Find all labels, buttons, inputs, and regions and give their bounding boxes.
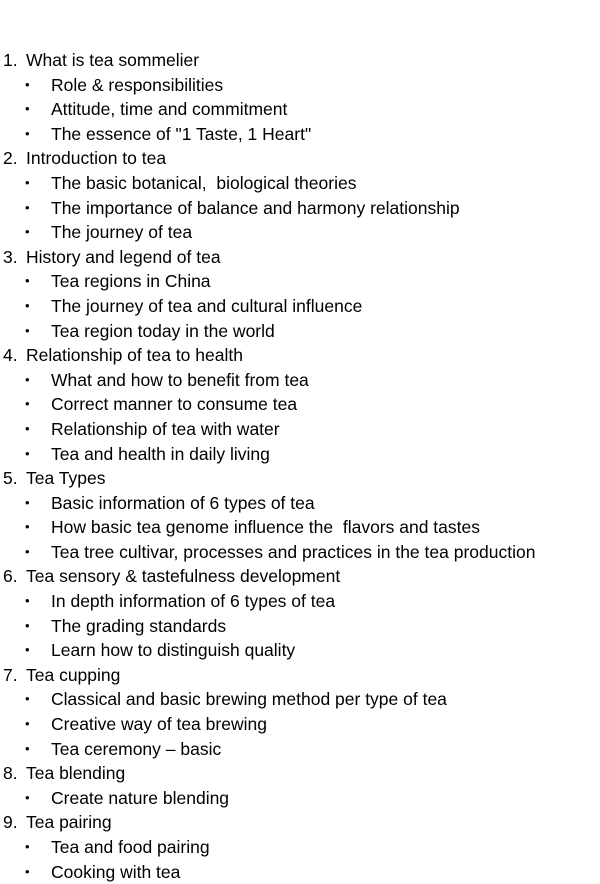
bullet-icon: •	[25, 593, 30, 609]
bullet-icon: •	[25, 617, 30, 633]
bullet-icon: •	[25, 839, 30, 854]
topic-number: 9.	[3, 812, 18, 833]
outline-subtopic	[0, 614, 600, 639]
subtopic-label: Tea and health in daily living	[51, 443, 270, 464]
subtopic-label: Creative way of tea brewing	[51, 714, 267, 735]
subtopic-label: Relationship of tea with water	[51, 418, 280, 439]
subtopic-label: Learn how to distinguish quality	[51, 640, 296, 661]
outline-subtopic	[0, 786, 600, 811]
topic-number: 6.	[3, 566, 18, 587]
topic-title: What is tea sommelier	[26, 50, 200, 70]
subtopic-label: Role & responsibilities	[51, 74, 224, 95]
outline-topic	[0, 564, 600, 589]
outline-subtopic	[0, 368, 600, 393]
bullet-icon: •	[25, 543, 30, 559]
outline-subtopic	[0, 392, 600, 417]
topic-number: 7.	[3, 664, 18, 685]
topic-number: 2.	[3, 148, 18, 169]
outline-subtopic	[0, 220, 600, 245]
outline-topic	[0, 663, 600, 688]
outline-subtopic	[0, 417, 600, 442]
bullet-icon: •	[25, 740, 30, 756]
bullet-icon: •	[25, 789, 30, 805]
subtopic-label: Tea ceremony – basic	[51, 738, 222, 759]
subtopic-label: Basic information of 6 types of tea	[51, 492, 315, 513]
subtopic-label: In depth information of 6 types of tea	[51, 591, 336, 612]
bullet-icon: •	[25, 273, 30, 289]
subtopic-label: Correct manner to consume tea	[51, 394, 298, 415]
topic-number: 8.	[3, 763, 18, 784]
subtopic-label: Attitude, time and commitment	[51, 99, 288, 120]
outline-subtopic	[0, 638, 600, 663]
topic-title: Tea blending	[26, 763, 126, 784]
topic-title: Introduction to tea	[26, 148, 167, 169]
subtopic-label: Tea region today in the world	[51, 320, 275, 341]
subtopic-label: Create nature blending	[51, 787, 230, 808]
outline-topic	[0, 146, 600, 171]
topic-number: 4.	[3, 345, 18, 366]
bullet-icon: •	[25, 691, 30, 707]
bullet-icon: •	[25, 125, 30, 141]
outline-subtopic	[0, 737, 600, 762]
subtopic-label: The journey of tea and cultural influence	[51, 295, 363, 316]
outline-subtopic	[0, 491, 600, 516]
bullet-icon: •	[25, 371, 30, 387]
bullet-icon: •	[25, 76, 30, 92]
bullet-icon: •	[25, 101, 30, 117]
subtopic-label: The importance of balance and harmony relationship	[51, 197, 460, 218]
bullet-icon: •	[25, 519, 30, 535]
outline-subtopic	[0, 687, 600, 712]
outline-subtopic	[0, 712, 600, 737]
subtopic-label: Cooking with tea	[51, 861, 181, 882]
bullet-icon: •	[25, 863, 30, 879]
outline-subtopic	[0, 589, 600, 614]
subtopic-label: Tea tree cultivar, processes and practices in the tea production	[51, 541, 536, 562]
outline-topic	[0, 761, 600, 786]
topic-number: 1.	[3, 50, 18, 70]
subtopic-label: The journey of tea	[51, 222, 193, 243]
outline-subtopic	[0, 540, 600, 565]
subtopic-label: The essence of "1 Taste, 1 Heart"	[51, 123, 312, 144]
outline-subtopic	[0, 319, 600, 344]
topic-number: 3.	[3, 246, 18, 267]
bullet-icon: •	[25, 174, 30, 190]
bullet-icon: •	[25, 494, 30, 510]
topic-title: Tea pairing	[26, 812, 112, 833]
topic-title: History and legend of tea	[26, 246, 221, 267]
outline-subtopic	[0, 294, 600, 319]
bullet-icon: •	[25, 420, 30, 436]
outline-subtopic	[0, 73, 600, 98]
topic-title: Relationship of tea to health	[26, 345, 243, 366]
outline-subtopic	[0, 860, 600, 884]
bullet-icon: •	[25, 716, 30, 732]
subtopic-label: Tea and food pairing	[51, 837, 210, 857]
outline-topic	[0, 810, 600, 835]
outline-subtopic	[0, 122, 600, 147]
bullet-icon: •	[25, 199, 30, 215]
outline-subtopic	[0, 442, 600, 467]
outline-subtopic	[0, 515, 600, 540]
topic-number: 5.	[3, 468, 18, 489]
outline-topic	[0, 245, 600, 270]
topic-title: Tea Types	[26, 468, 106, 489]
outline-subtopic	[0, 196, 600, 221]
subtopic-label: Classical and basic brewing method per type of tea	[51, 689, 447, 710]
outline-subtopic	[0, 835, 600, 860]
topic-title: Tea sensory & tastefulness development	[26, 566, 341, 587]
subtopic-label: The basic botanical, biological theories	[51, 172, 357, 193]
outline-subtopic	[0, 269, 600, 294]
outline-topic	[0, 466, 600, 491]
outline-topic	[0, 343, 600, 368]
subtopic-label: The grading standards	[51, 615, 227, 636]
outline-subtopic	[0, 171, 600, 196]
subtopic-label: What and how to benefit from tea	[51, 369, 309, 390]
outline-topic	[0, 48, 600, 73]
subtopic-label: How basic tea genome influence the flavors and tastes	[51, 517, 480, 538]
bullet-icon: •	[25, 224, 30, 240]
subtopic-label: Tea regions in China	[51, 271, 211, 292]
bullet-icon: •	[25, 322, 30, 338]
topic-title: Tea cupping	[26, 664, 121, 685]
bullet-icon: •	[25, 297, 30, 313]
bullet-icon: •	[25, 445, 30, 461]
course-outline	[0, 48, 600, 884]
bullet-icon: •	[25, 396, 30, 412]
outline-subtopic	[0, 97, 600, 122]
bullet-icon: •	[25, 642, 30, 658]
